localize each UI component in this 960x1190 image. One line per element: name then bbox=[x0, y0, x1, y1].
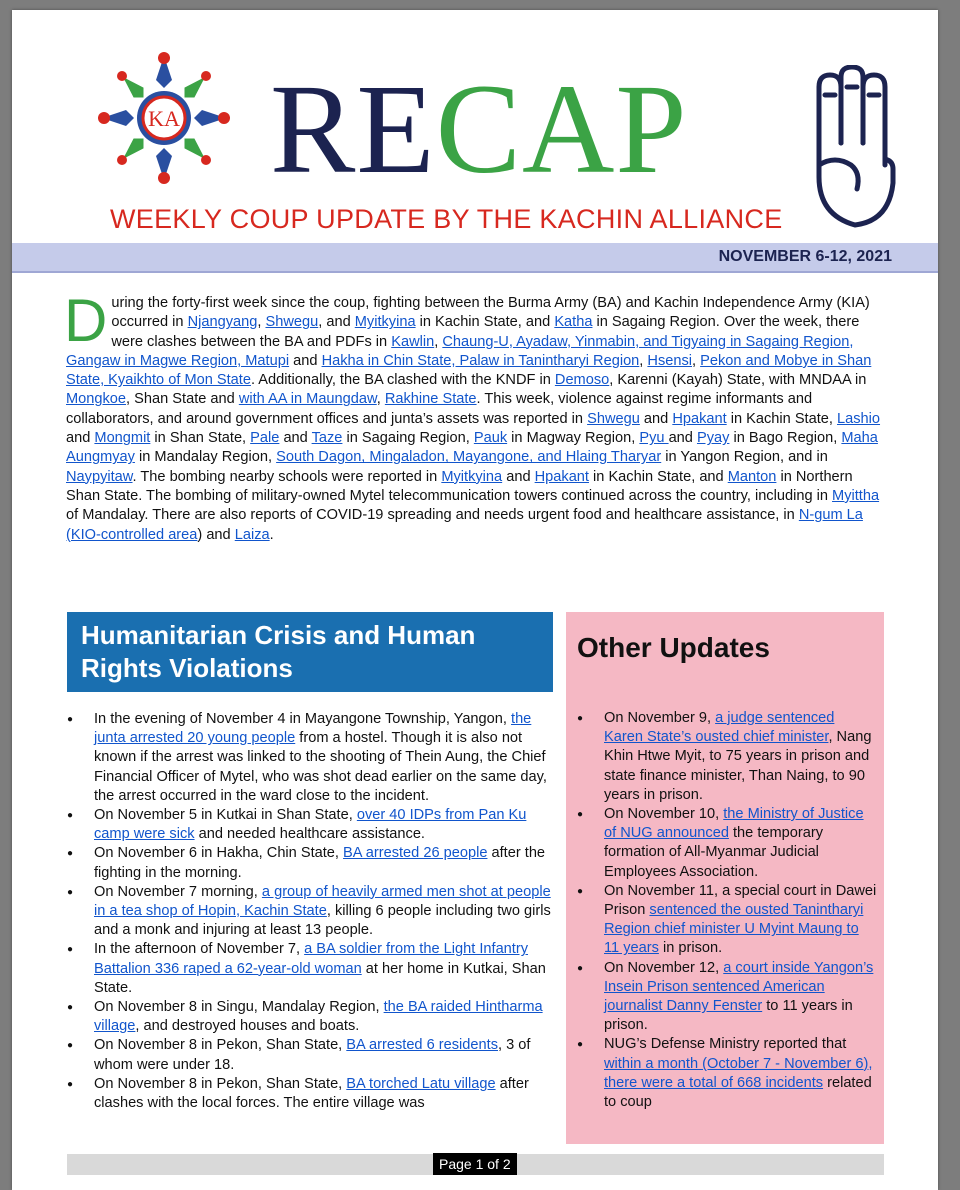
news-link[interactable]: Demoso bbox=[554, 372, 610, 389]
list-item bbox=[67, 844, 557, 882]
text-run: . Additionally, the BA clashed with the KNDF in bbox=[250, 372, 555, 389]
text-run: In the evening of November 4 in Mayangone Township, Yangon, bbox=[94, 711, 512, 727]
news-link[interactable]: Maha Aungmyay bbox=[66, 430, 878, 466]
news-link[interactable]: Chaung-U, Ayadaw, Yinmabin, and Tigyaing in Sagaing Region, Gangaw in Magwe Region, Matupi bbox=[66, 333, 854, 369]
text-run: On November 6 in Hakha, Chin State, bbox=[94, 845, 344, 862]
three-finger-salute-icon bbox=[805, 65, 905, 235]
text-run: ) and bbox=[197, 526, 235, 543]
newsletter-page bbox=[12, 10, 938, 1190]
news-link[interactable]: a group of heavily armed men shot at people in a tea shop of Hopin, Kachin State bbox=[94, 883, 551, 920]
text-run: On November 11, a special court in Dawei Prison bbox=[604, 882, 877, 919]
news-link[interactable]: the junta arrested 20 young people bbox=[94, 711, 532, 747]
news-link[interactable]: Shwegu bbox=[265, 314, 319, 331]
text-run: , killing 6 people including two girls and a monk and injuring at least 13 people. bbox=[94, 903, 551, 939]
text-run: from a hostel. Though it is also not known if the arrest was linked to the shooting of Thein Aung, the Chief Financial Officer of Mytel, who was shot dead earlier on the same day, the arrest occurred in the ward close to the incident. bbox=[94, 730, 547, 804]
news-link[interactable]: Myitkyina bbox=[354, 314, 416, 331]
news-link[interactable]: Lashio bbox=[837, 410, 881, 427]
list-item bbox=[577, 805, 877, 882]
news-link[interactable]: Njangyang bbox=[187, 314, 258, 331]
text-run: , bbox=[639, 352, 648, 369]
news-link[interactable]: Pyu bbox=[639, 430, 669, 447]
date-bar bbox=[12, 243, 938, 273]
text-run: , 3 of whom were under 18. bbox=[94, 1037, 531, 1073]
text-run: , Karenni (Kayah) State, with MNDAA in bbox=[609, 372, 867, 389]
text-run: . The bombing nearby schools were reported in bbox=[132, 468, 442, 485]
page-indicator: Page 1 of 2 bbox=[433, 1153, 517, 1175]
text-run: , bbox=[257, 314, 266, 331]
news-link[interactable]: Hpakant bbox=[534, 468, 589, 485]
subtitle: WEEKLY COUP UPDATE BY THE KACHIN ALLIANCE bbox=[110, 204, 783, 234]
news-link[interactable]: a judge sentenced Karen State’s ousted chief minister bbox=[604, 710, 835, 746]
text-run: On November 10, bbox=[604, 806, 724, 823]
text-run: , and destroyed houses and boats. bbox=[135, 1018, 360, 1035]
news-link[interactable]: Naypyitaw bbox=[66, 468, 133, 485]
text-run: in Yangon Region, and in bbox=[661, 449, 828, 466]
news-link[interactable]: Manton bbox=[727, 468, 777, 485]
text-run: , bbox=[376, 391, 385, 408]
news-link[interactable]: BA arrested 6 residents bbox=[346, 1037, 498, 1054]
text-run: in Magway Region, bbox=[507, 430, 640, 447]
news-link[interactable]: Laiza bbox=[234, 526, 270, 543]
news-link[interactable]: the Ministry of Justice of NUG announced bbox=[604, 806, 864, 842]
list-item bbox=[577, 882, 877, 959]
news-link[interactable]: Pyay bbox=[696, 430, 730, 447]
text-run: at her home in Kutkai, Shan State. bbox=[94, 960, 546, 996]
text-run: , Shan State and bbox=[126, 391, 239, 408]
list-item bbox=[67, 710, 557, 806]
text-run: in Sagaing Region. Over the week, there were clashes between the BA and PDFs in bbox=[111, 314, 860, 350]
list-item bbox=[67, 1075, 557, 1113]
masthead-re: RE bbox=[270, 58, 436, 200]
news-link[interactable]: Myitkyina bbox=[441, 468, 503, 485]
intro-text bbox=[64, 287, 881, 543]
text-run: related to coup bbox=[604, 1074, 872, 1111]
news-link[interactable]: with AA in Maungdaw bbox=[238, 391, 377, 408]
logo-letters: KA bbox=[148, 106, 180, 131]
kachin-alliance-logo-icon bbox=[96, 50, 232, 186]
text-run: after the fighting in the morning. bbox=[94, 845, 546, 881]
humanitarian-list bbox=[67, 710, 557, 1113]
other-updates-list bbox=[577, 709, 877, 1112]
list-item bbox=[67, 940, 557, 998]
news-link[interactable]: BA torched Latu village bbox=[346, 1075, 496, 1092]
text-run: , bbox=[692, 352, 701, 369]
text-run: , bbox=[434, 333, 443, 350]
news-link[interactable]: South Dagon, Mingaladon, Mayangone, and Hlaing Tharyar bbox=[276, 449, 662, 466]
news-link[interactable]: sentenced the ousted Tanintharyi Region chief minister U Myint Maung to 11 years bbox=[604, 902, 864, 957]
issue-date: NOVEMBER 6-12, 2021 bbox=[718, 248, 892, 265]
news-link[interactable]: a BA soldier from the Light Infantry Battalion 336 raped a 62-year-old woman bbox=[94, 941, 529, 977]
news-link[interactable]: within a month (October 7 - November 6), there were a total of 668 incidents bbox=[604, 1055, 873, 1091]
text-run: in Bago Region, bbox=[729, 430, 842, 447]
news-link[interactable]: over 40 IDPs from Pan Ku camp were sick bbox=[94, 807, 527, 843]
text-run: and bbox=[289, 352, 322, 369]
news-link[interactable]: Mongmit bbox=[94, 430, 151, 447]
news-link[interactable]: the BA raided Hintharma village bbox=[94, 999, 543, 1035]
text-run: in prison. bbox=[658, 940, 723, 957]
text-run: in Mandalay Region, bbox=[134, 449, 277, 466]
text-run: On November 9, bbox=[604, 710, 716, 726]
text-run: in Kachin State, and bbox=[588, 468, 728, 485]
text-run: in Sagaing Region, bbox=[342, 430, 474, 447]
text-run: On November 12, bbox=[604, 959, 724, 976]
text-run: in Kachin State, and bbox=[415, 314, 555, 331]
news-link[interactable]: Hsensi bbox=[647, 352, 693, 369]
text-run: . This week, violence against regime informants and collaborators, and around government offices and junta’s assets was reported in bbox=[66, 391, 813, 427]
text-run: to 11 years in prison. bbox=[604, 998, 853, 1034]
masthead bbox=[270, 58, 688, 200]
intro-paragraph bbox=[64, 287, 886, 545]
text-run: and bbox=[279, 430, 312, 447]
news-link[interactable]: Pauk bbox=[473, 430, 508, 447]
list-item bbox=[577, 959, 877, 1036]
text-run: and bbox=[668, 430, 697, 447]
news-link[interactable]: Taze bbox=[311, 430, 343, 447]
news-link[interactable]: BA arrested 26 people bbox=[343, 845, 488, 862]
list-item bbox=[67, 806, 557, 844]
news-link[interactable]: a court inside Yangon’s Insein Prison sentenced American journalist Danny Fenster bbox=[604, 959, 874, 1015]
news-link[interactable]: Myittha bbox=[832, 487, 880, 504]
text-run: and bbox=[639, 410, 673, 427]
news-link[interactable]: N-gum La (KIO-controlled area bbox=[66, 507, 863, 543]
text-run: and bbox=[66, 430, 95, 447]
news-link[interactable]: Rakhine State bbox=[384, 391, 477, 408]
news-link[interactable]: Mongkoe bbox=[66, 391, 127, 408]
news-link[interactable]: Kawlin bbox=[391, 333, 435, 350]
list-item bbox=[577, 1035, 877, 1112]
text-run: , Nang Khin Htwe Myit, to 75 years in prison and state finance minister, Than Naing, to 90 years in prison. bbox=[604, 729, 872, 803]
text-run: and bbox=[502, 468, 535, 485]
text-run: in Northern Shan State. The bombing of military-owned Mytel telecommunication towers continued across the country, including in bbox=[66, 468, 853, 504]
text-run: On November 8 in Pekon, Shan State, bbox=[94, 1037, 347, 1054]
other-updates-panel bbox=[566, 612, 884, 1144]
text-run: NUG’s Defense Ministry reported that bbox=[604, 1036, 847, 1053]
text-run: and needed healthcare assistance. bbox=[194, 826, 425, 843]
list-item bbox=[67, 1036, 557, 1074]
text-run: the temporary formation of All-Myanmar Judicial Employees Association. bbox=[604, 825, 824, 880]
text-run: . bbox=[269, 526, 274, 543]
masthead-cap: CAP bbox=[435, 58, 688, 200]
humanitarian-section-title: Humanitarian Crisis and Human Rights Violations bbox=[67, 612, 553, 692]
text-run: On November 5 in Kutkai in Shan State, bbox=[94, 807, 357, 824]
news-link[interactable]: Pekon and Mobye in Shan State, Kyaikhto of Mon State bbox=[66, 352, 872, 389]
text-run: On November 8 in Pekon, Shan State, bbox=[94, 1075, 347, 1092]
list-item bbox=[67, 998, 557, 1036]
news-link[interactable]: Hakha in Chin State, Palaw in Tanintharyi Region bbox=[321, 352, 640, 369]
text-run: after clashes with the local forces. The entire village was bbox=[94, 1075, 529, 1112]
list-item bbox=[577, 709, 877, 805]
news-link[interactable]: Hpakant bbox=[672, 410, 727, 427]
drop-cap: D bbox=[64, 287, 108, 354]
text-run: In the afternoon of November 7, bbox=[94, 941, 305, 958]
text-run: in Kachin State, bbox=[726, 410, 838, 427]
text-run: of Mandalay. There are also reports of COVID-19 spreading and needs urgent food and healthcare assistance, in bbox=[66, 507, 799, 524]
text-run: in Shan State, bbox=[150, 430, 251, 447]
news-link[interactable]: Katha bbox=[554, 314, 593, 331]
text-run: , and bbox=[318, 314, 355, 331]
news-link[interactable]: Shwegu bbox=[587, 410, 640, 427]
list-item bbox=[67, 883, 557, 941]
text-run: On November 8 in Singu, Mandalay Region, bbox=[94, 999, 384, 1016]
news-link[interactable]: Pale bbox=[250, 430, 280, 447]
text-run: On November 7 morning, bbox=[94, 883, 262, 900]
text-run: uring the forty-first week since the coup, fighting between the Burma Army (BA) and Kachin Independence Army (KIA) occurred in bbox=[111, 295, 870, 331]
other-updates-title: Other Updates bbox=[577, 632, 770, 663]
